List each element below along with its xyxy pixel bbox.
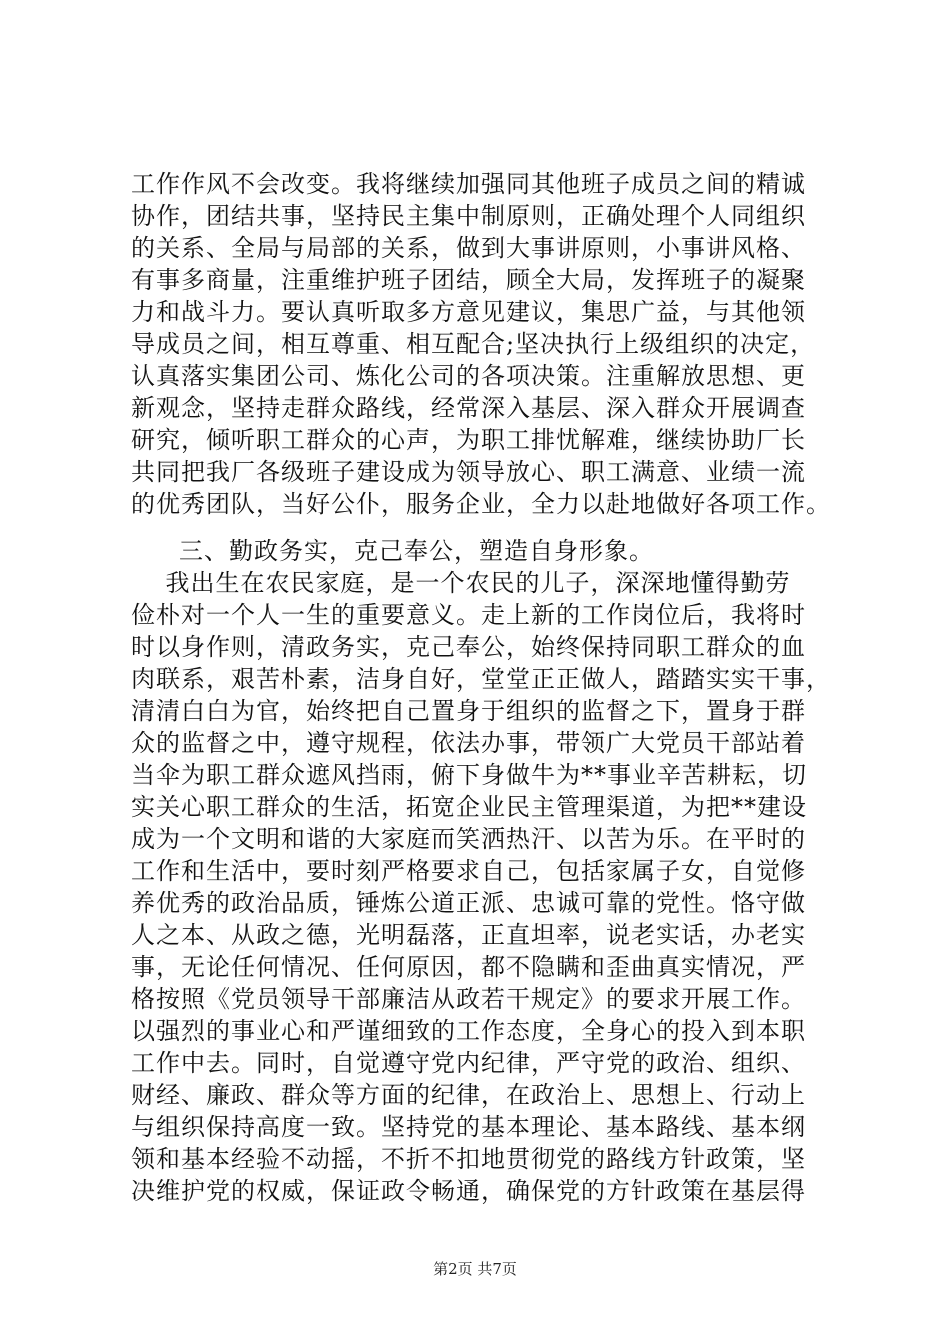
text-line: 清清白白为官，始终把自己置身于组织的监督之下，置身于群 <box>131 697 806 725</box>
text-line: 俭朴对一个人一生的重要意义。走上新的工作岗位后，我将时 <box>131 601 806 629</box>
text-line: 我出生在农民家庭，是一个农民的儿子，深深地懂得勤劳 <box>131 569 791 597</box>
text-line: 事，无论任何情况、任何原因，都不隐瞒和歪曲真实情况，严 <box>131 953 806 981</box>
text-line: 众的监督之中，遵守规程，依法办事，带领广大党员干部站着 <box>131 729 806 757</box>
text-line: 的关系、全局与局部的关系，做到大事讲原则，小事讲风格、 <box>131 234 806 262</box>
text-line: 实关心职工群众的生活，拓宽企业民主管理渠道，为把**建设 <box>131 793 807 821</box>
text-line: 有事多商量，注重维护班子团结，顾全大局，发挥班子的凝聚 <box>131 266 806 294</box>
section-three <box>131 535 831 1207</box>
text-line: 工作中去。同时，自觉遵守党内纪律，严守党的政治、组织、 <box>131 1049 806 1077</box>
text-line: 新观念，坚持走群众路线，经常深入基层、深入群众开展调查 <box>131 394 806 422</box>
text-line: 成为一个文明和谐的大家庭而笑洒热汗、以苦为乐。在平时的 <box>131 825 806 853</box>
text-line: 研究，倾听职工群众的心声，为职工排忧解难，继续协助厂长 <box>131 426 806 454</box>
text-line: 领和基本经验不动摇，不折不扣地贯彻党的路线方针政策，坚 <box>131 1145 806 1173</box>
text-line: 财经、廉政、群众等方面的纪律，在政治上、思想上、行动上 <box>131 1081 806 1109</box>
section-heading: 三、勤政务实，克己奉公，塑造自身形象。 <box>179 537 654 565</box>
text-line: 与组织保持高度一致。坚持党的基本理论、基本路线、基本纲 <box>131 1113 806 1141</box>
text-line: 导成员之间，相互尊重、相互配合;坚决执行上级组织的决定， <box>131 330 816 358</box>
text-line: 力和战斗力。要认真听取多方意见建议，集思广益，与其他领 <box>131 298 806 326</box>
text-line: 格按照《党员领导干部廉洁从政若干规定》的要求开展工作。 <box>131 985 806 1013</box>
text-line: 共同把我厂各级班子建设成为领导放心、职工满意、业绩一流 <box>131 458 806 486</box>
text-line: 工作和生活中，要时刻严格要求自己，包括家属子女，自觉修 <box>131 857 806 885</box>
text-line: 当伞为职工群众遮风挡雨，俯下身做牛为**事业辛苦耕耘，切 <box>131 761 807 789</box>
text-line: 认真落实集团公司、炼化公司的各项决策。注重解放思想、更 <box>131 362 806 390</box>
text-line: 决维护党的权威，保证政令畅通，确保党的方针政策在基层得 <box>131 1177 806 1205</box>
text-line: 肉联系，艰苦朴素，洁身自好，堂堂正正做人，踏踏实实干事， <box>131 665 831 693</box>
text-line: 时以身作则，清政务实，克己奉公，始终保持同职工群众的血 <box>131 633 806 661</box>
text-line: 养优秀的政治品质，锤炼公道正派、忠诚可靠的党性。恪守做 <box>131 889 806 917</box>
page-number-footer: 第2页 共7页 <box>433 1260 517 1278</box>
text-line: 以强烈的事业心和严谨细致的工作态度，全身心的投入到本职 <box>131 1017 806 1045</box>
text-line: 工作作风不会改变。我将继续加强同其他班子成员之间的精诚 <box>131 170 806 198</box>
text-line: 的优秀团队，当好公仆，服务企业，全力以赴地做好各项工作。 <box>131 490 831 518</box>
text-line: 协作，团结共事，坚持民主集中制原则，正确处理个人同组织 <box>131 202 806 230</box>
text-line: 人之本、从政之德，光明磊落，正直坦率，说老实话，办老实 <box>131 921 806 949</box>
paragraph-work-style <box>131 168 831 520</box>
